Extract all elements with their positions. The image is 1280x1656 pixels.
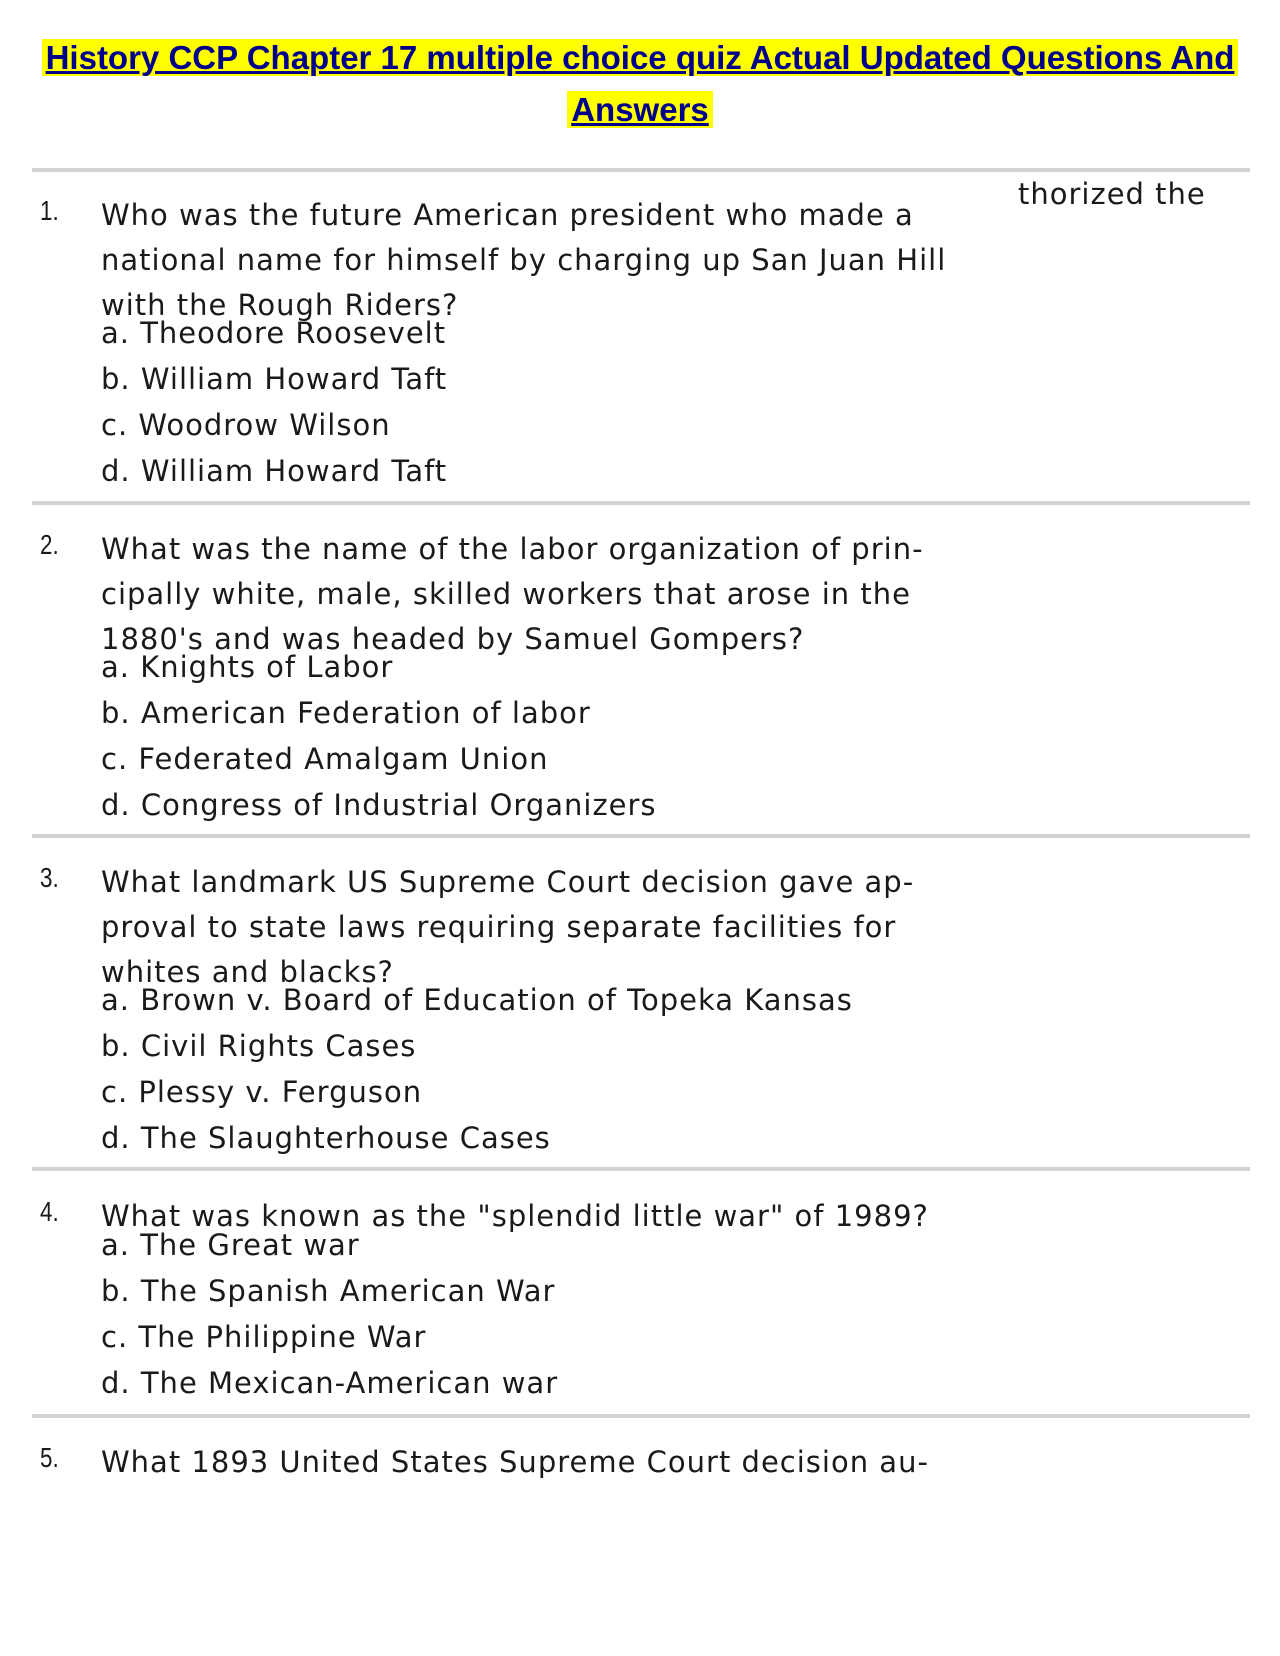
- answer-option-d: d. William Howard Taft: [101, 454, 448, 488]
- answer-option-a: a. Theodore Roosevelt: [101, 316, 447, 350]
- question-text: [101, 193, 947, 328]
- question-line: What was known as the "splendid little war" of 1989?: [101, 1199, 929, 1233]
- answer-option-b: b. The Spanish American War: [101, 1274, 556, 1308]
- answer-option-c: c. Woodrow Wilson: [101, 408, 391, 442]
- answer-options: [101, 977, 1001, 1161]
- answer-option-d: d. Congress of Industrial Organizers: [101, 788, 657, 822]
- question-number: 5.: [40, 1442, 59, 1473]
- question-line: cipally white, male, skilled workers that arose in the: [101, 577, 911, 611]
- question-number: 4.: [40, 1196, 59, 1227]
- divider: [32, 1167, 1250, 1171]
- question-text: [101, 1440, 941, 1485]
- answer-option-d: d. The Slaughterhouse Cases: [101, 1121, 551, 1155]
- question-number: 1.: [40, 195, 59, 226]
- question-line: proval to state laws requiring separate facilities for: [101, 910, 897, 944]
- document-title-text-1: History CCP Chapter 17 multiple choice quiz Actual Updated Questions And: [42, 39, 1239, 76]
- document-title-line-1: [0, 38, 1280, 78]
- answer-option-b: b. American Federation of labor: [101, 696, 591, 730]
- answer-options: [101, 644, 1001, 828]
- question-line: Who was the future American president who made a: [101, 198, 914, 232]
- question-line: 1880's and was headed by Samuel Gompers?: [101, 622, 805, 656]
- overflow-text: thorized the: [1018, 177, 1206, 211]
- answer-option-c: c. Plessy v. Ferguson: [101, 1075, 423, 1109]
- question-line: national name for himself by charging up San Juan Hill: [101, 243, 947, 277]
- answer-option-b: b. William Howard Taft: [101, 362, 448, 396]
- question-line: whites and blacks?: [101, 955, 394, 989]
- question-number: 3.: [40, 862, 59, 893]
- divider: [32, 501, 1250, 505]
- answer-option-c: c. Federated Amalgam Union: [101, 742, 549, 776]
- question-text: [101, 527, 941, 662]
- answer-option-a: a. Brown v. Board of Education of Topeka Kansas: [101, 983, 853, 1017]
- answer-option-b: b. Civil Rights Cases: [101, 1029, 417, 1063]
- answer-option-a: a. Knights of Labor: [101, 650, 394, 684]
- question-line: What 1893 United States Supreme Court decision au-: [101, 1445, 929, 1479]
- answer-option-a: a. The Great war: [101, 1228, 360, 1262]
- answer-option-d: d. The Mexican-American war: [101, 1366, 559, 1400]
- question-text: [101, 860, 941, 995]
- document-title-text-2: Answers: [567, 91, 713, 128]
- divider: [32, 168, 1250, 172]
- question-line: What landmark US Supreme Court decision gave ap-: [101, 865, 915, 899]
- question-number: 2.: [40, 529, 59, 560]
- divider: [32, 1414, 1250, 1418]
- divider: [32, 834, 1250, 838]
- answer-option-c: c. The Philippine War: [101, 1320, 427, 1354]
- document-title-line-2: [0, 90, 1280, 130]
- answer-options: [101, 1222, 1001, 1406]
- question-line: What was the name of the labor organization of prin-: [101, 532, 924, 566]
- answer-options: [101, 310, 1001, 494]
- question-line: with the Rough Riders?: [101, 288, 459, 322]
